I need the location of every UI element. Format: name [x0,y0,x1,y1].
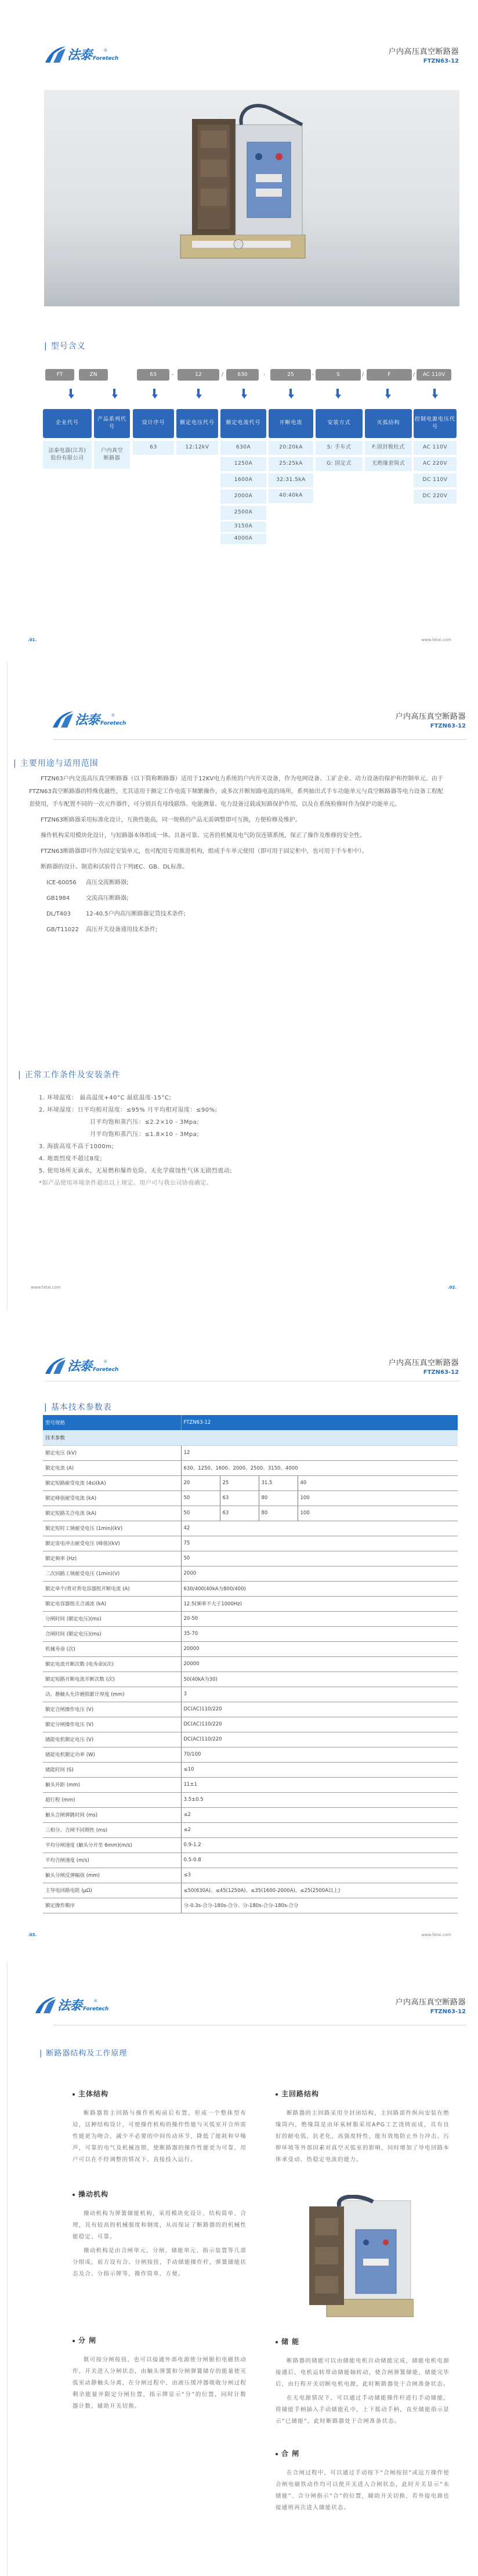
condition-note: *如产品使用环境条件超出以上规定。用户可与我公司协商确定。 [39,1180,213,1186]
code-ac110v: AC 110V [417,369,451,381]
table-row: 额定电流开断次数 (电寿命)(次) 20000 [43,1656,458,1671]
page-3 [0,1311,478,1961]
table-row: 合闸时间 (额定电压)(ms) 35-70 [43,1626,458,1641]
bullet-icon [73,2340,75,2342]
breaker-side-image [303,2195,414,2322]
table-row: 额定单个/背对背电容器组开断电流 (A) 630/400(40kA为800/400) [43,1581,458,1596]
category-series-code: 产品系列代号 [94,409,130,438]
paragraph: 操作机构采用模块化设计，与短路器本体组成一体。具备可靠、完善的机械及电气防误连锁系统，保正了操作及维修的安全性。 [41,833,365,839]
standard-item: ICE-60056 高压交流断路器; [46,880,129,886]
title-bar-icon: | [44,1403,48,1412]
bullet-icon [276,2341,278,2343]
page-number: .01. [28,638,37,642]
value-breaking: 40:40kA [269,489,313,503]
condition-item: 日平均饱和蒸汽压：≤2.2×10 - 3Mpa; [90,1119,200,1126]
paragraph: FTZN63断路器即可作为固定安装单元，也可配用专用推进机构，组成手车单元使用（即可用于固定柜中，也可用于手车柜中）。 [41,848,368,855]
logo-swoosh-icon [44,46,66,63]
logo-english: Foretech [93,56,119,61]
paragraph: 在无电源情况下，可以通过手动储能操作杆进行手动储能，将储能手柄插入手动储能孔中，上下摇动手柄，直至储能指示显示“已储能”，此时断路器处于合闸准备状态。 [276,2395,450,2425]
value-breaking: 25:25kA [269,457,313,471]
conditions-list [39,1092,317,1189]
paragraph: 在合闸过程中，可以通过手动按下“合闸按扭”或远方操作使合闸电磁铁动作均可以使开关进入合闸状态，此时开关显示“未储能”、合分闸指示“合”的位置，辅助开关切换，若外接电源也接通则再次进入储能状态。 [276,2470,450,2511]
title-bar-icon: | [44,342,48,351]
value-current: 2500A [220,506,266,520]
table-row: 动、静触头允许磨损累计厚度 (mm) 3 [43,1687,458,1702]
arrow-down-icon [385,389,390,400]
table-row: 额定电流 (A) 630、1250、1600、2000、2500、3150、4000 [43,1460,458,1475]
website-link[interactable]: www.fatai.com [421,638,451,642]
logo-chinese: 法泰 [67,48,92,63]
logo-chinese: 法泰 [75,713,100,728]
condition-item: 5. 使用场所无滴水，无易燃和爆炸危险，无化学腐蚀性气体无剧烈震动; [39,1168,233,1174]
value-control-voltage: AC 110V [414,441,457,455]
code-sep: - [172,372,174,378]
table-row: 额定短路耐受电流 (4s)(kA) 20 25 31.5 40 [43,1475,458,1490]
table-subheader-row [43,1430,458,1445]
registered-mark: ® [111,713,115,718]
page-header [0,45,478,68]
code-sep: / [413,372,415,378]
table-row: 主导电回路电阻 (μΩ) ≤50(630A)、≤45(1250A)、≤35(1600-2000A)、≤25(2500A以上) [43,1883,458,1898]
section-title-model-meaning: | 型号含义 [44,342,86,351]
product-title: 户内高压真空断路器 [395,1998,466,2007]
table-row: 触头分闸反弹幅值 (mm) ≤3 [43,1868,458,1883]
table-row: 额定短路关合电流 (kA) 50 63 80 100 [43,1506,458,1521]
paragraph: 既可按分闸按扭，也可以接通外部电源使分闸脱扣电磁铁动作，开关进入分闸状态，由触头弹簧和分闸弹簧储存的能量使灭弧室动静触头分离，在分闸过程中，由液压缓冲器吸收分闸过程剩余能量并限定分闸位置，指示牌显示“分”的位置，同时计数器计数，辅助开关切换。 [73,2357,247,2409]
paragraph: 操动机构为弹簧储能机构，采用模块化设计、结构简单、合理，具有较高的机械强度和钢度，从而保证了断路器的的机械性能稳定、可靠。 [73,2210,247,2240]
header-label: 型号规格 [43,1415,181,1430]
product-model: FTZN63-12 [430,723,466,729]
subsection-title: 操动机构 [73,2189,247,2199]
logo-swoosh-icon [44,1357,66,1374]
bullet-icon [73,2194,75,2196]
table-row: 额定峰值耐受电流 (kA) 50 63 80 100 [43,1490,458,1506]
table-row: 额定电压 (kV) 12 [43,1445,458,1460]
logo-chinese: 法泰 [67,1359,92,1374]
registered-mark: ® [103,48,108,53]
value-current: 1600A [220,473,266,487]
product-title: 户内高压真空断路器 [388,48,459,56]
header-title [395,1996,466,2015]
table-row: 额定雷电冲击耐受电压 (峰值)(kV) 75 [43,1536,458,1551]
condition-item: 1. 环境温度： 最高温度+40°C 最底温度-15°C; [39,1095,172,1101]
table-header-row [43,1415,458,1430]
table-row: 触头开距 (mm) 11±1 [43,1777,458,1792]
value-voltage: 12:12kV [176,441,218,455]
value-breaking: 20:20kA [269,441,313,455]
header-value: FTZN63-12 [181,1415,458,1430]
category-installation: 安装方式 [316,409,363,438]
page-number: .03. [28,1933,37,1937]
product-model: FTZN63-12 [423,1369,459,1376]
code-s: S [316,369,361,381]
page-header [1,1996,478,2019]
table-row: 分闸时间 (额定电压)(ms) 20-50 [43,1611,458,1626]
product-title: 户内高压真空断路器 [388,1359,459,1367]
paragraph: FTZN63户内交流高压真空断路器（以下简称断路器）适用于12KV电力系统的户内开关设备，作为电网设备、工矿企业、动力设备的保护和控制单元。由于FTZN63真空断路器的特殊优越性，尤其适用于额定工作电流下频繁操作，或多次开断短路电流的场所，系列抽出式手车功能单元与真空断路器等电力设备工程配套使用，手车配置不同的一次元件器件，可分别具有母线联络、电能测量、电力设备过载或短路保护作用，以及在系统检修时作为保护功能单元。 [29,776,443,808]
standard-item: GB1984 交流高压断路器; [46,895,129,902]
code-12: 12 [178,369,219,381]
paragraph: FTZN63断路器采用标准化设计，互换性能高，同一规格的产品无需调整即可互换，方便检修及维护。 [41,817,301,823]
header-title [388,45,459,64]
value-current: 2000A [220,490,266,504]
arrow-down-icon [335,389,340,400]
page-header [1,710,478,733]
section-title-structure: | 断路器结构及工作原理 [39,2049,128,2058]
product-title: 户内高压真空断路器 [395,712,466,721]
brand-logo [34,1996,109,2014]
page-2 [7,661,478,1311]
subsection-title: 主体结构 [73,2089,247,2099]
condition-item: 4. 地震烈度不超过8度; [39,1156,102,1162]
arrow-down-icon [68,389,73,400]
category-rated-current: 额定电流代号 [220,409,266,438]
table-row: 额定短路开断电流开断次数 (次) 50(40kA为30) [43,1671,458,1687]
code-25: 25 [270,369,311,381]
value-control-voltage: DC 110V [414,473,457,487]
table-row: 二次回路工频耐受电压 (1min)(V) 2000 [43,1566,458,1581]
usage-body [29,773,443,936]
subsection-title: 合 闸 [276,2448,450,2458]
page-header [0,1356,478,1380]
condition-item: 2. 环境湿度：日平均相对湿度：≤95% 月平均相对湿度：≤90%; [39,1107,218,1113]
category-company-code: 企业代号 [43,409,92,438]
section-title-conditions: | 正常工作条件及安装条件 [18,1070,121,1080]
code-sep: / [362,372,364,378]
category-design-number: 设计序号 [133,409,174,438]
title-bar-icon: | [18,1070,21,1080]
paragraph: 操动机构是由合闸单元、分闸、储能单元、指示装置等几部分组成，前方设有合、分闸按扭，手动储能操作杆，弹簧储能状态及合、分指示牌等，操作简单、方便。 [73,2248,247,2277]
category-control-voltage: 控制电源电压代号 [414,409,457,438]
value-control-voltage: AC 220V [414,457,457,471]
table-row: 额定合闸操作电压 (V) DC(AC)110/220 [43,1702,458,1717]
arrow-down-icon [241,389,246,400]
title-bar-icon: | [39,2049,43,2058]
page-4 [7,1961,478,2576]
arrow-down-icon [112,389,117,400]
value-installation: S: 手车式 [316,441,363,455]
bullet-icon [73,2093,75,2096]
table-row: 额定电容器组关合涌流 (kA) 12.5(频率不大于1000Hz) [43,1596,458,1611]
header-divider [53,739,466,740]
table-row: 触头合闸弹跳时间 (ms) ≤2 [43,1807,458,1822]
brand-logo [44,45,119,63]
breaker-illustration [169,102,314,270]
value-series: 户内真空断路器 [94,441,130,469]
website-link[interactable]: www.fatai.com [421,1933,451,1937]
value-current: 1250A [220,457,266,471]
table-row: 储能时间 (S) ≤10 [43,1762,458,1777]
table-row: 储能电机额定功率 (W) 70/100 [43,1747,458,1762]
value-current: 3150A [220,522,266,532]
bullet-icon [276,2453,278,2455]
section-title-usage: | 主要用途与适用范围 [13,759,99,768]
value-control-voltage: DC 220V [414,490,457,504]
table-row: 平均合闸速度 (m/s) 0.5-0.8 [43,1853,458,1868]
code-sep: / [222,372,224,378]
code-630: 630 [226,369,259,381]
logo-english: Foretech [93,1367,119,1373]
brand-logo [44,1356,119,1374]
logo-swoosh-icon [34,1996,56,2014]
value-current: 630A [220,441,266,455]
standard-item: DL/T403 12-40.5户内高压断路器定货技术条件; [46,911,186,917]
subsection-title: 储 能 [276,2336,450,2346]
value-design: 63 [133,441,174,455]
standard-item: GB/T11022 高压开关设备通用技术条件; [46,927,158,933]
table-row: 三相分、合闸不同期性 (ms) ≤2 [43,1822,458,1837]
section-title-specs: | 基本技术参数表 [44,1403,112,1412]
brand-logo [52,710,126,728]
category-rated-voltage: 额定电压代号 [176,409,218,438]
arrow-down-icon [288,389,293,400]
registered-mark: ® [93,1999,98,2003]
code-63: 63 [137,369,169,381]
arrow-down-icon [196,389,201,400]
logo-english: Foretech [100,721,126,726]
table-row: 额定频率 (Hz) 50 [43,1551,458,1566]
table-row: 机械寿命 (次) 20000 [43,1641,458,1656]
table-row: 额定操作顺序 分-0.3s-合分-180s-合分、分-180s-合分-180s-合分 [43,1898,458,1913]
value-installation: G: 固定式 [316,457,363,471]
bullet-icon [276,2093,278,2096]
subsection-title: 主回路结构 [276,2089,450,2099]
table-row: 储能电机额定电压 (V) DC(AC)110/220 [43,1732,458,1747]
logo-swoosh-icon [52,711,74,728]
code-ft: FT [45,369,74,381]
spec-table-wrap [43,1415,458,1913]
right-column [276,2089,450,2514]
code-sep: - [312,372,314,378]
table-row: 额定短时工频耐受电压 (1min)(kV) 42 [43,1521,458,1536]
logo-chinese: 法泰 [57,1999,82,2013]
product-model: FTZN63-12 [423,58,459,64]
standards-list [29,877,443,936]
header-title [395,710,466,729]
category-arc-structure: 灭弧结构 [365,409,412,438]
paragraph: 断路器将主回路与操作机构前后布置，形成一个整体型布局，这种结构设计，可使操作机构的操作性能与灭弧室开合所需性能更为吻合，减少不必要的中间传动环节，降低了能耗和早噪声，可靠的电气及机械连锁，使断路器的操作性能更为可靠，用户可以在不经调整的情况下，直接投入运行。 [73,2110,247,2163]
value-company: 法泰电器(江苏)股份有限公司 [43,441,92,469]
condition-item: 月平均饱和蒸汽压：≤1.8×10 - 3Mpa; [90,1131,200,1138]
hero-product-image [44,90,459,306]
title-bar-icon: | [13,759,17,768]
table-row: 额定分闸操作电压 (V) DC(AC)110/220 [43,1717,458,1732]
subsection-title: 分 闸 [73,2335,247,2345]
arrow-down-icon [152,389,157,400]
arrow-down-icon [432,389,437,400]
website-link[interactable]: www.fatai.com [31,1285,61,1290]
code-zn: ZN [79,369,108,381]
page-footer [1,1285,478,1290]
spec-table [43,1415,458,1913]
value-current: 4000A [220,534,266,544]
product-model: FTZN63-12 [430,2009,466,2015]
page-footer [0,1933,478,1937]
code-sep: - [263,372,266,378]
page-footer [0,638,478,642]
code-f: F [367,369,412,381]
paragraph: 断路器的主回路采用全封闭结构，主回路部件纵向安装在绝缘筒内，绝缘筒是由环氧树脂采用APG工艺浇铸而成，具有良好的耐电弧，抗老化，高强度特性，能有效地防止外力冲击，污秽环境等外部因素对真空灭弧室的影响，同时增加了导电回路本体承受动、热稳定电流的能力。 [276,2110,450,2163]
page-number: .02. [447,1285,457,1290]
condition-item: 3. 海拔高度不高于1000m; [39,1144,114,1150]
table-row: 超行程 (mm) 3.5±0.5 [43,1792,458,1807]
registered-mark: ® [103,1359,108,1364]
left-column [73,2089,247,2412]
paragraph: 断路器的设计、制造和试验符合下列IEC、GB、DL标准。 [41,864,189,870]
table-row: 平均分闸速度 (触头分开至 6mm)(m/s) 0.9-1.2 [43,1837,458,1853]
page-1 [0,0,478,661]
header-title [388,1356,459,1376]
value-breaking: 32:31.5kA [269,473,313,487]
paragraph: 断路器的储能可以由储能电机自动储能完成，储能电机电源接通后，电机运转带动储能轴转动，使合闸弹簧储能，储能完毕后，由行程开关切断电机电源，此时断路器处于合闸准备状态。 [276,2358,450,2387]
subheader-label: 技术参数 [43,1430,458,1445]
value-arc: F:固封极柱式 [365,441,412,455]
logo-english: Foretech [83,2006,109,2012]
value-arc: 无绝缘套筒式 [365,457,412,471]
category-breaking-current: 开断电流 [269,409,313,438]
